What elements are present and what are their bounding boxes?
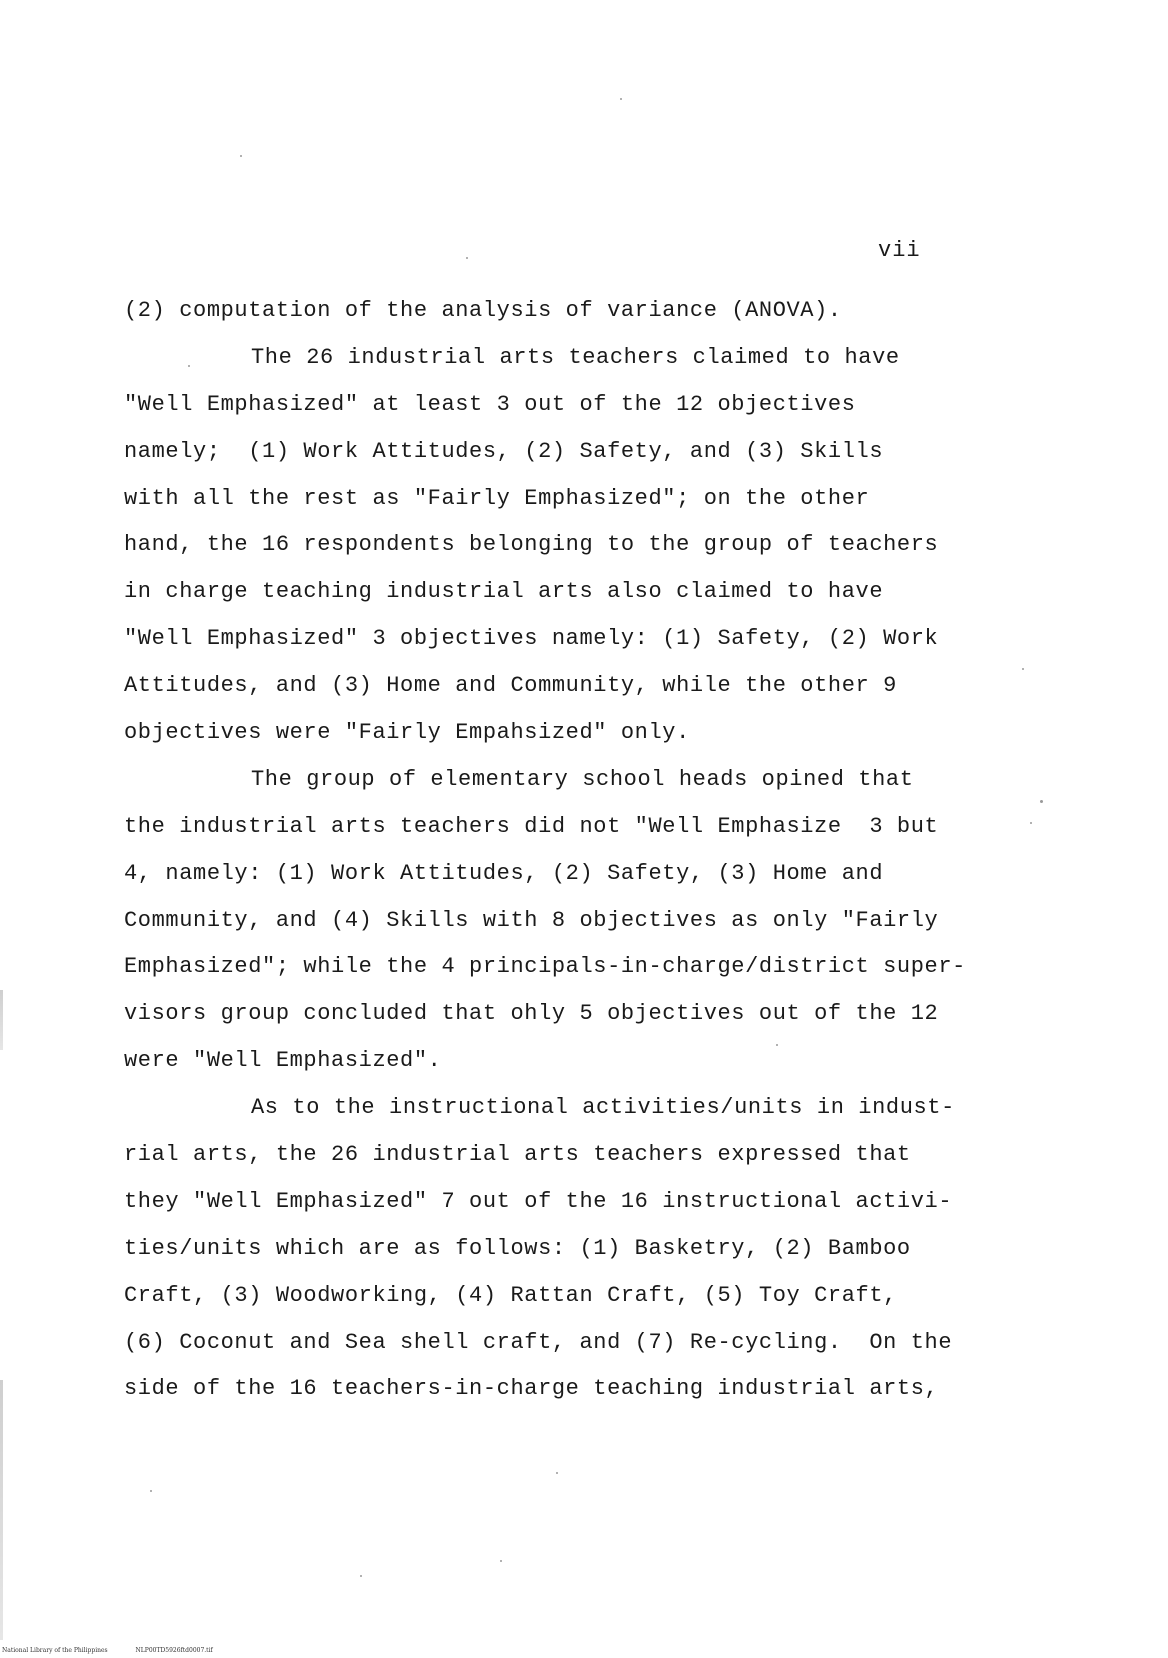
text-line: Community, and (4) Skills with 8 objectives as only "Fairly bbox=[124, 907, 939, 933]
text-line: Emphasized"; while the 4 principals-in-charge/district super- bbox=[124, 954, 966, 980]
scan-speck bbox=[1022, 668, 1024, 670]
scan-edge-mark bbox=[0, 990, 3, 1050]
text-line: with all the rest as "Fairly Emphasized"; on the other bbox=[124, 485, 870, 511]
footer bbox=[2, 1647, 239, 1654]
scan-speck bbox=[240, 155, 242, 157]
text-line: in charge teaching industrial arts also claimed to have bbox=[124, 579, 884, 605]
scan-speck bbox=[620, 98, 622, 100]
text-line: the industrial arts teachers did not "Well Emphasize 3 but bbox=[124, 813, 939, 839]
scan-edge-mark bbox=[0, 1380, 3, 1640]
text-line: namely; (1) Work Attitudes, (2) Safety, and (3) Skills bbox=[124, 438, 884, 464]
text-line: Craft, (3) Woodworking, (4) Rattan Craft, (5) Toy Craft, bbox=[124, 1282, 897, 1308]
text-line: they "Well Emphasized" 7 out of the 16 instructional activi- bbox=[124, 1188, 953, 1214]
footer-file: NLP00TD5926ftd0007.tif bbox=[135, 1647, 213, 1654]
text-line: "Well Emphasized" at least 3 out of the 12 objectives bbox=[124, 391, 856, 417]
text-line: side of the 16 teachers-in-charge teaching industrial arts, bbox=[124, 1376, 939, 1402]
scan-speck bbox=[150, 1490, 152, 1492]
scan-speck bbox=[1040, 800, 1043, 803]
text-line: The group of elementary school heads opined that bbox=[251, 766, 914, 792]
text-line: objectives were "Fairly Empahsized" only. bbox=[124, 720, 690, 746]
text-line: Attitudes, and (3) Home and Community, while the other 9 bbox=[124, 673, 897, 699]
footer-library: National Library of the Philippines bbox=[2, 1647, 108, 1654]
text-line: "Well Emphasized" 3 objectives namely: (1) Safety, (2) Work bbox=[124, 626, 939, 652]
body-text bbox=[124, 288, 1004, 1413]
text-line: visors group concluded that ohly 5 objectives out of the 12 bbox=[124, 1001, 939, 1027]
page-number: vii bbox=[878, 238, 921, 263]
scan-speck bbox=[466, 257, 468, 259]
text-line: (2) computation of the analysis of variance (ANOVA). bbox=[124, 298, 842, 323]
text-line: The 26 industrial arts teachers claimed to have bbox=[251, 344, 900, 370]
text-line: 4, namely: (1) Work Attitudes, (2) Safety, (3) Home and bbox=[124, 860, 884, 886]
scan-speck bbox=[1030, 822, 1032, 824]
text-line: hand, the 16 respondents belonging to the group of teachers bbox=[124, 532, 939, 558]
text-line: rial arts, the 26 industrial arts teachers expressed that bbox=[124, 1142, 911, 1168]
text-line: As to the instructional activities/units in indust- bbox=[251, 1095, 955, 1121]
scan-speck bbox=[556, 1472, 558, 1474]
text-line: ties/units which are as follows: (1) Basketry, (2) Bamboo bbox=[124, 1235, 911, 1261]
text-line: were "Well Emphasized". bbox=[124, 1048, 442, 1074]
scan-speck bbox=[360, 1575, 362, 1577]
text-line: (6) Coconut and Sea shell craft, and (7) Re-cycling. On the bbox=[124, 1329, 953, 1355]
scan-speck bbox=[500, 1560, 502, 1562]
